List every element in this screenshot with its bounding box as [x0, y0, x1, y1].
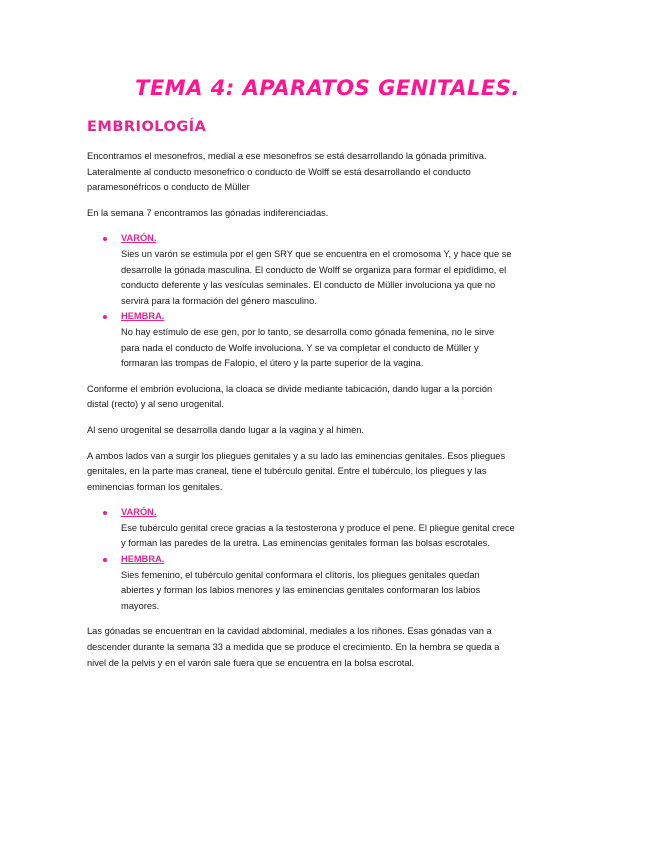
- bullet-list-1: [87, 231, 515, 371]
- list-item-label: HEMBRA.: [121, 311, 165, 322]
- list-item: [87, 552, 515, 614]
- list-item-label: VARÓN.: [121, 233, 157, 244]
- bullet-icon: [103, 315, 107, 319]
- bullet-icon: [103, 511, 107, 515]
- paragraph-6: Las gónadas se encuentran en la cavidad abdominal, mediales a los riñones. Esas gónadas van a descender durante la semana 33 a medida que se produce el crecimiento. En la hembra se queda a nivel de la pelvis y en el varón sale fuera que se encuentra en la bolsa escrotal.: [87, 626, 500, 668]
- document-title: TEMA 4: APARATOS GENITALES.: [135, 76, 520, 100]
- bullet-icon: [103, 237, 107, 241]
- paragraph-2: En la semana 7 encontramos las gónadas indiferenciadas.: [87, 207, 329, 218]
- paragraph-1: Encontramos el mesonefros, medial a ese mesonefros se está desarrollando la gónada primitiva. Lateralmente al conducto mesonefrico o conducto de Wolff se está desarrollando el conducto paramesonéfricos o conducto de Müller: [87, 151, 487, 193]
- list-item: [87, 309, 515, 371]
- list-item-label: VARÓN.: [121, 507, 157, 518]
- document-body: [87, 149, 515, 681]
- list-item-text: Sies un varón se estimula por el gen SRY que se encuentra en el cromosoma Y, y hace que se desarrolle la gónada masculina. El conducto de Wolff se organiza para formar el epidídimo, el conducto deferente y las vesículas seminales. El conducto de Müller involuciona ya que no servirá para la formación del género masculino.: [121, 248, 512, 306]
- list-item: [87, 505, 515, 552]
- list-item-text: No hay estímulo de ese gen, por lo tanto, se desarrolla como gónada femenina, no le sirve para nada el conducto de Wolfe involuciona. Y se va completar el conducto de Müller y formaran las trompas de Falopio, el útero y la parte superior de la vagina.: [121, 326, 495, 369]
- paragraph-3: Conforme el embrión evoluciona, la cloaca se divide mediante tabicación, dando lugar a la porción distal (recto) y al seno urogenital.: [87, 383, 493, 410]
- bullet-list-2: [87, 505, 515, 614]
- bullet-icon: [103, 558, 107, 562]
- paragraph-4: Al seno urogenital se desarrolla dando lugar a la vagina y al himen.: [87, 424, 365, 435]
- list-item-text: Ese tubérculo genital crece gracias a la testosterona y produce el pene. El pliegue genital crece y forman las paredes de la uretra. Las eminencias genitales forman las bolsas escrotales.: [121, 522, 515, 549]
- section-heading: EMBRIOLOGÍA: [87, 119, 207, 135]
- list-item: [87, 231, 515, 309]
- list-item-label: HEMBRA.: [121, 554, 165, 565]
- paragraph-5: A ambos lados van a surgir los pliegues genitales y a su lado las eminencias genitales. Esos pliegues genitales, en la parte mas craneal, tiene el tubérculo genital. Entre el tubérculo, los pliegues y las eminencias forman los genitales.: [87, 450, 506, 492]
- list-item-text: Sies femenino, el tubérculo genital conformara el clítoris, los pliegues genitales quedan abiertes y forman los labios menores y las eminencias genitales conformaran los labios mayores.: [121, 569, 481, 611]
